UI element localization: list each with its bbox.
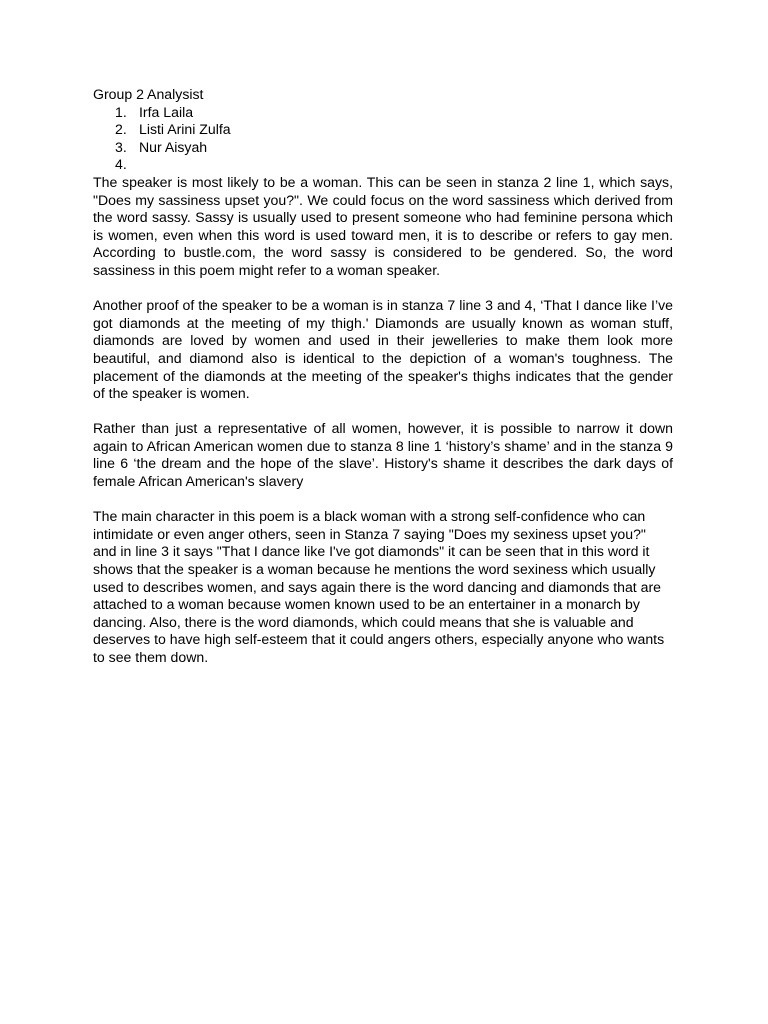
paragraph-speaker-sassiness: The speaker is most likely to be a woman. This can be seen in stanza 2 line 1, which says, "Does my sassiness upset you?". We could focus on the word sassiness which derived from the word sassy. Sassy is usually used to present someone who had feminine persona which is women, even when this word is used toward men, it is to describe or refers to gay men. According to bustle.com, the word sassy is considered to be gendered. So, the word sassiness in this poem might refer to a woman speaker. bbox=[93, 173, 673, 278]
member-name: Nur Aisyah bbox=[139, 138, 208, 155]
paragraph-spacer bbox=[93, 403, 673, 421]
member-list-item bbox=[93, 104, 673, 122]
document-heading: Group 2 Analysist bbox=[93, 86, 204, 102]
paragraph-speaker-diamonds: Another proof of the speaker to be a woman is in stanza 7 line 3 and 4, ‘That I dance like I’ve got diamonds at the meeting of my thigh.' Diamonds are usually known as woman stuff, diamonds are loved by women and used in their jewelleries to make them look more beautiful, and diamond also is identical to the depiction of a woman's toughness. The placement of the diamonds at the meeting of the speaker's thighs indicates that the gender of the speaker is women. bbox=[93, 297, 673, 402]
paragraph-spacer bbox=[93, 280, 673, 298]
member-name: Listi Arini Zulfa bbox=[139, 121, 231, 138]
member-number: 1. bbox=[115, 103, 127, 120]
member-name: Irfa Laila bbox=[139, 103, 194, 120]
member-number: 3. bbox=[115, 138, 127, 155]
document-page bbox=[93, 86, 673, 667]
member-list-item bbox=[93, 156, 673, 174]
member-number: 4. bbox=[115, 156, 127, 173]
member-list-item bbox=[93, 139, 673, 157]
paragraph-african-american: Rather than just a representative of all women, however, it is possible to narrow it down again to African American women due to stanza 8 line 1 ‘history’s shame’ and in the stanza 9 line 6 ‘the dream and the hope of the slave’. History's shame it describes the dark days of female African American's slavery bbox=[93, 420, 673, 490]
member-number: 2. bbox=[115, 121, 127, 138]
member-list-item bbox=[93, 121, 673, 139]
paragraph-spacer bbox=[93, 491, 673, 509]
member-list bbox=[93, 104, 673, 174]
paragraph-main-character: The main character in this poem is a black woman with a strong self-confidence who can intimidate or even anger others, seen in Stanza 7 saying "Does my sexiness upset you?" and in line 3 it says "That I dance like I've got diamonds" it can be seen that in this word it shows that the speaker is a woman because he mentions the word sexiness which usually used to describes women, and says again there is the word dancing and diamonds that are attached to a woman because women known used to be an entertainer in a monarch by dancing. Also, there is the word diamonds, which could means that she is valuable and deserves to have high self-esteem that it could angers others, especially anyone who wants to see them down. bbox=[93, 508, 665, 665]
